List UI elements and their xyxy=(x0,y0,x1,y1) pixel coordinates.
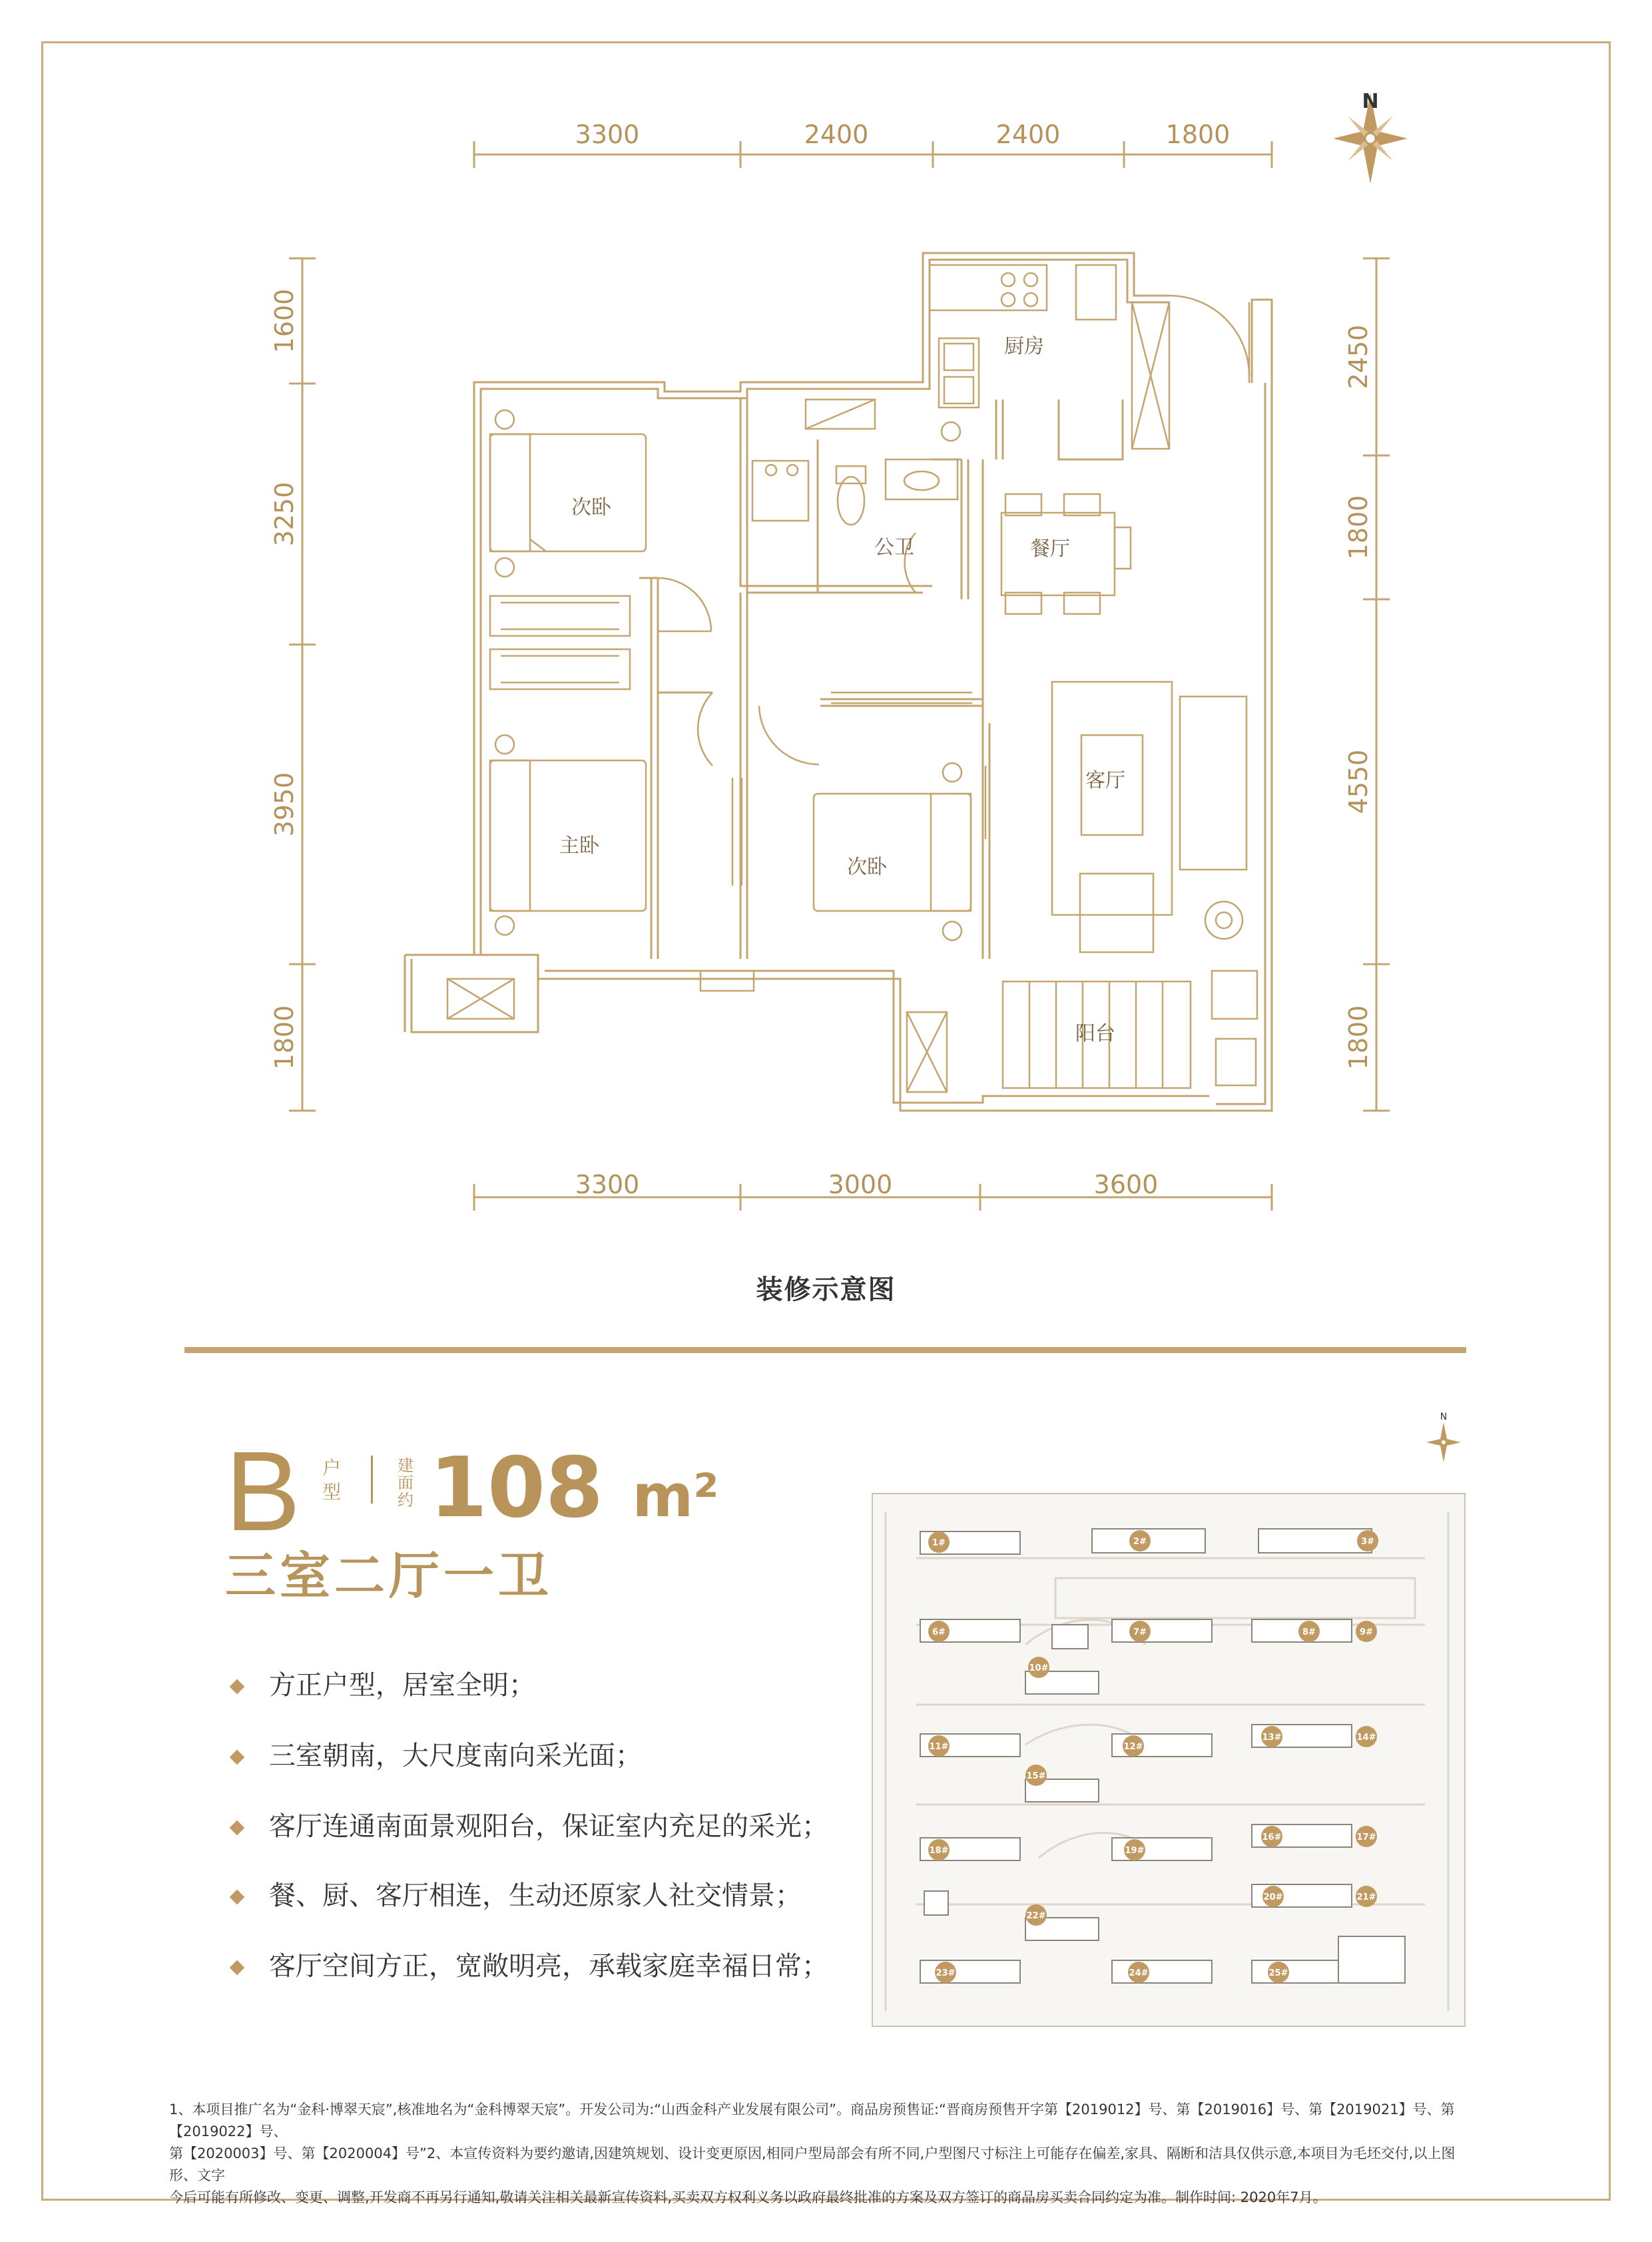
area-prefix-char-3: 约 xyxy=(398,1491,413,1510)
dim-right-3: 4550 xyxy=(1344,749,1373,814)
room-label-public-bath: 公卫 xyxy=(874,536,914,559)
building-label-8: 8# xyxy=(1302,1627,1316,1637)
feature-text: 客厅连通南面景观阳台，保证室内充足的采光； xyxy=(269,1811,828,1842)
area-prefix-char-1: 建 xyxy=(398,1456,413,1475)
dim-left-1: 1600 xyxy=(270,288,299,354)
unit-layout: 三室二厅一卫 xyxy=(225,1546,553,1605)
building-label-14: 14# xyxy=(1356,1733,1376,1743)
building-label-15: 15# xyxy=(1026,1771,1046,1781)
footnote-line-2: 第【2020003】号、第【2020004】号”2、本宣传资料为要约邀请,因建筑规划、设计变更原因,相同户型局部会有所不同,户型图尺寸标注上可能存在偏差,家具、隔断和洁具仅供示意,本项目为毛坯交付,以上图形、文字 xyxy=(169,2145,1456,2183)
site-compass-north-label: N xyxy=(1440,1412,1448,1422)
site-facility-block xyxy=(1052,1625,1088,1649)
site-compass-icon xyxy=(1426,1422,1461,1462)
room-label-living: 客厅 xyxy=(1085,769,1125,792)
unit-type-letter: B xyxy=(225,1428,301,1555)
room-label-second-bedroom-1: 次卧 xyxy=(571,496,611,519)
building-label-11: 11# xyxy=(929,1742,949,1752)
plan-caption: 装修示意图 xyxy=(756,1274,896,1305)
area-unit: m² xyxy=(632,1462,719,1530)
dim-top-4: 1800 xyxy=(1165,120,1231,149)
dim-bottom-2: 3000 xyxy=(828,1170,893,1199)
dim-top-2: 2400 xyxy=(804,120,869,149)
room-label-master-bedroom: 主卧 xyxy=(559,834,599,858)
unit-type-char-1: 户 xyxy=(322,1457,341,1479)
site-clubhouse-block xyxy=(1338,1936,1405,1983)
footnote-line-1: 1、本项目推广名为“金科·博翠天宸”,核准地名为“金科博翠天宸”。开发公司为:“山西金科产业发展有限公司”。商品房预售证:“晋商房预售开字第【2019012】号、第【2019016】号、第【2019021】号、第【2019022】号、 xyxy=(169,2102,1455,2139)
unit-type-char-2: 型 xyxy=(322,1481,341,1503)
dim-top-3: 2400 xyxy=(995,120,1061,149)
building-label-9: 9# xyxy=(1360,1627,1373,1637)
building-label-12: 12# xyxy=(1123,1742,1143,1752)
dim-bottom-3: 3600 xyxy=(1093,1170,1159,1199)
dim-left-2: 3250 xyxy=(270,481,299,547)
building-label-18: 18# xyxy=(929,1846,949,1856)
dim-right-2: 1800 xyxy=(1344,495,1373,560)
building-label-2: 2# xyxy=(1133,1537,1147,1547)
building-label-21: 21# xyxy=(1356,1892,1376,1902)
room-label-balcony: 阳台 xyxy=(1075,1022,1115,1045)
site-facility-block xyxy=(924,1891,948,1915)
building-label-10: 10# xyxy=(1029,1663,1049,1673)
room-label-dining: 餐厅 xyxy=(1030,537,1070,561)
dim-top-1: 3300 xyxy=(575,120,640,149)
building-label-24: 24# xyxy=(1129,1968,1149,1978)
room-label-kitchen: 厨房 xyxy=(1004,335,1044,358)
building-label-19: 19# xyxy=(1125,1846,1145,1856)
dim-left-3: 3950 xyxy=(270,772,299,837)
building-label-13: 13# xyxy=(1262,1733,1282,1743)
building-label-7: 7# xyxy=(1133,1627,1147,1637)
building-label-6: 6# xyxy=(932,1627,946,1637)
dim-right-4: 1800 xyxy=(1344,1005,1373,1070)
dim-left-4: 1800 xyxy=(270,1005,299,1070)
footnote-line-3: 今后可能有所修改、变更、调整,开发商不再另行通知,敬请关注相关最新宣传资料,买卖双方权利义务以政府最终批准的方案及双方签订的商品房买卖合同约定为准。制作时间: 2020年7月。 xyxy=(169,2189,1327,2205)
building-label-1: 1# xyxy=(932,1538,946,1548)
dim-bottom-1: 3300 xyxy=(575,1170,640,1199)
feature-text: 方正户型，居室全明； xyxy=(269,1670,535,1701)
building-label-16: 16# xyxy=(1262,1832,1282,1842)
room-label-second-bedroom-2: 次卧 xyxy=(847,856,887,879)
compass-north-label: N xyxy=(1362,90,1379,113)
area-value: 108 xyxy=(429,1440,603,1536)
building-label-22: 22# xyxy=(1026,1911,1046,1921)
dim-right-1: 2450 xyxy=(1344,324,1373,390)
building-label-3: 3# xyxy=(1361,1537,1374,1547)
feature-text: 三室朝南，大尺度南向采光面； xyxy=(269,1741,642,1771)
building-label-20: 20# xyxy=(1263,1892,1283,1902)
feature-text: 客厅空间方正，宽敞明亮，承载家庭幸福日常； xyxy=(269,1951,828,1982)
building-label-25: 25# xyxy=(1268,1968,1288,1978)
footnote xyxy=(169,2099,1478,2209)
area-prefix-char-2: 面 xyxy=(398,1474,413,1492)
feature-text: 餐、厨、客厅相连，生动还原家人社交情景； xyxy=(269,1880,802,1911)
building-label-17: 17# xyxy=(1356,1832,1376,1842)
building-label-23: 23# xyxy=(936,1968,956,1978)
